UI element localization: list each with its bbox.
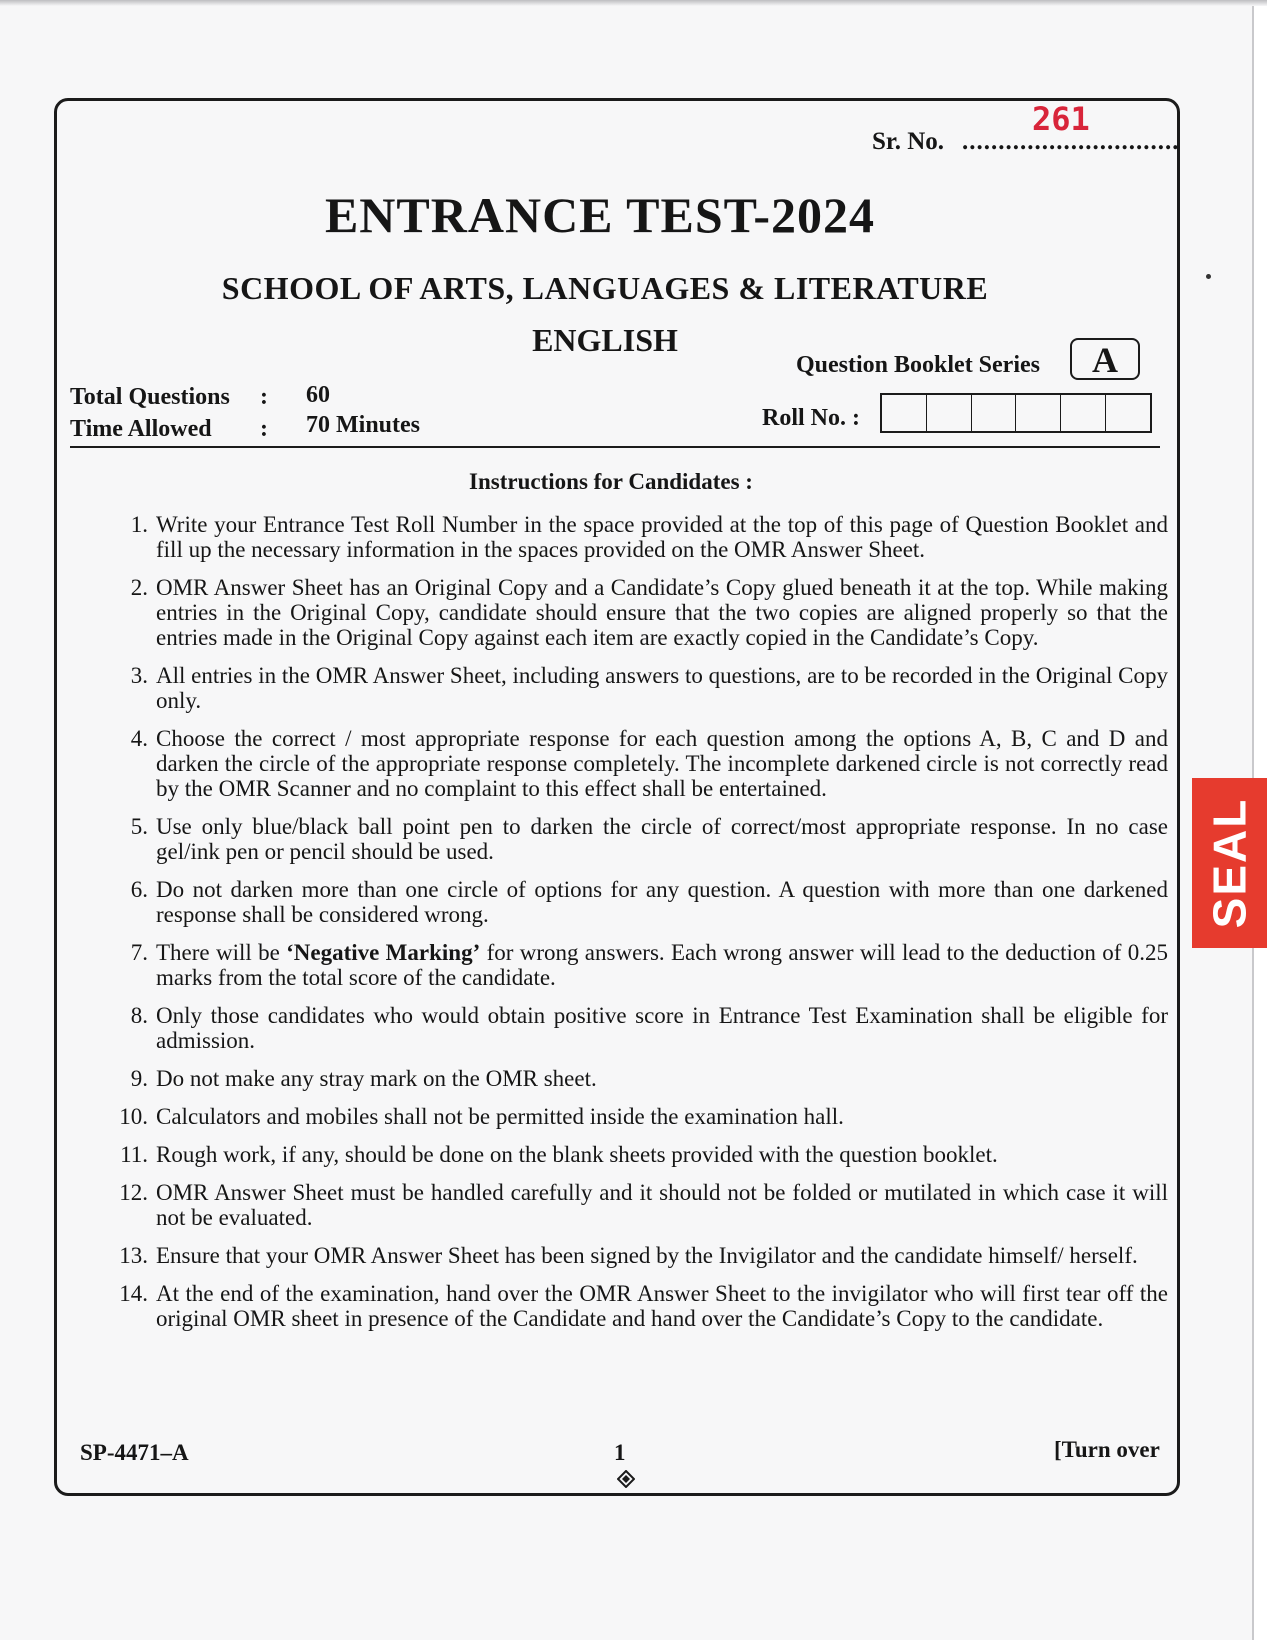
- roll-number-cell[interactable]: [1016, 395, 1061, 431]
- instruction-item: [108, 575, 1168, 650]
- instructions-title: Instructions for Candidates :: [469, 469, 753, 494]
- instruction-item: [108, 726, 1168, 801]
- instruction-item: [108, 512, 1168, 562]
- instruction-text-pre: There will be: [156, 940, 287, 965]
- booklet-series-box: A: [1070, 338, 1140, 380]
- instruction-number: 9.: [130, 1066, 148, 1091]
- instruction-item: [108, 1066, 1168, 1091]
- instruction-number: 12.: [119, 1180, 148, 1205]
- roll-number-cell[interactable]: [927, 395, 972, 431]
- page-title: ENTRANCE TEST-2024: [324, 187, 876, 243]
- booklet-series-label: Question Booklet Series: [796, 352, 1040, 378]
- serial-number-value: 261: [1032, 100, 1090, 138]
- serial-number-label: Sr. No.: [872, 128, 945, 155]
- instruction-text: Do not darken more than one circle of options for any question. A question with more than one darkened response shall be considered wrong.: [156, 877, 1168, 927]
- instruction-number: 10.: [119, 1104, 148, 1129]
- instruction-item: [108, 1142, 1168, 1167]
- instruction-number: 1.: [130, 512, 148, 537]
- roll-number-label: Roll No. :: [762, 405, 860, 431]
- instruction-item: [108, 814, 1168, 864]
- stray-mark: [1206, 274, 1211, 279]
- instruction-text: Rough work, if any, should be done on the blank sheets provided with the question booklet.: [156, 1142, 998, 1167]
- time-allowed-value: 70 Minutes: [306, 412, 420, 438]
- roll-number-cell[interactable]: [972, 395, 1017, 431]
- time-allowed-label: Time Allowed: [70, 416, 212, 442]
- instruction-text: At the end of the examination, hand over the OMR Answer Sheet to the invigilator who will first tear off the original OMR sheet in presence of the Candidate and hand over the Candidate’s Copy to the candidate.: [156, 1281, 1168, 1331]
- total-questions-value: 60: [306, 382, 330, 408]
- seal-tab: [1192, 778, 1267, 948]
- instruction-text: OMR Answer Sheet must be handled carefully and it should not be folded or mutilated in which case it will not be evaluated.: [156, 1180, 1168, 1230]
- seal-label: SEAL: [1203, 797, 1256, 929]
- instruction-item: [108, 1104, 1168, 1129]
- instruction-text: Ensure that your OMR Answer Sheet has been signed by the Invigilator and the candidate himself/ herself.: [156, 1243, 1138, 1268]
- instruction-text: Write your Entrance Test Roll Number in the space provided at the top of this page of Question Booklet and fill up the necessary information in the spaces provided on the OMR Answer Sheet.: [156, 512, 1168, 562]
- instruction-text: Do not make any stray mark on the OMR sheet.: [156, 1066, 597, 1091]
- instruction-item: [108, 663, 1168, 713]
- instruction-item: [108, 1243, 1168, 1268]
- instruction-number: 8.: [130, 1003, 148, 1028]
- instruction-number: 11.: [120, 1142, 148, 1167]
- instruction-text: Use only blue/black ball point pen to darken the circle of correct/most appropriate response. In no case gel/ink pen or pencil should be used.: [156, 814, 1168, 864]
- diamond-icon: [617, 1470, 635, 1488]
- instruction-text-post: for wrong answers. Each wrong answer will lead to the deduction of 0.25 marks from the total score of the candidate.: [156, 940, 1168, 990]
- page-number: 1: [614, 1440, 626, 1465]
- instruction-text: Only those candidates who would obtain positive score in Entrance Test Examination shall be eligible for admission.: [156, 1003, 1168, 1053]
- instruction-item: [108, 940, 1168, 990]
- instruction-item: [108, 1180, 1168, 1230]
- turn-over-note: [Turn over: [1054, 1437, 1160, 1462]
- instruction-number: 2.: [130, 575, 148, 600]
- instruction-number: 14.: [119, 1281, 148, 1306]
- roll-number-cell[interactable]: [882, 395, 927, 431]
- instruction-number: 4.: [130, 726, 148, 751]
- roll-number-cell[interactable]: [1061, 395, 1106, 431]
- instruction-number: 13.: [119, 1243, 148, 1268]
- total-questions-colon: :: [260, 384, 268, 410]
- instruction-text: [156, 940, 1168, 990]
- instruction-text: All entries in the OMR Answer Sheet, including answers to questions, are to be recorded in the Original Copy only.: [156, 663, 1168, 713]
- instruction-item: [108, 877, 1168, 927]
- subject-name: ENGLISH: [532, 322, 678, 358]
- instruction-number: 5.: [130, 814, 148, 839]
- booklet-code: SP-4471–A: [80, 1440, 189, 1465]
- header-divider: [70, 446, 1160, 448]
- instructions-list: [108, 512, 1168, 1344]
- serial-number-dots: ..............................: [962, 128, 1180, 155]
- total-questions-label: Total Questions: [70, 384, 230, 410]
- negative-marking-emphasis: ‘Negative Marking’: [286, 940, 481, 965]
- instruction-item: [108, 1003, 1168, 1053]
- scan-edge: [0, 0, 1267, 6]
- instruction-text: Calculators and mobiles shall not be permitted inside the examination hall.: [156, 1104, 844, 1129]
- instruction-number: 7.: [130, 940, 148, 965]
- instruction-text: OMR Answer Sheet has an Original Copy and a Candidate’s Copy glued beneath it at the top. While making entries in the Original Copy, candidate should ensure that the two copies are aligned properly so that the entries made in the Original Copy against each item are exactly copied in the Candidate’s Copy.: [156, 575, 1168, 650]
- instruction-number: 6.: [130, 877, 148, 902]
- roll-number-boxes[interactable]: [880, 393, 1152, 433]
- instruction-number: 3.: [130, 663, 148, 688]
- school-name: SCHOOL OF ARTS, LANGUAGES & LITERATURE: [221, 270, 989, 306]
- time-allowed-colon: :: [260, 416, 268, 442]
- instruction-text: Choose the correct / most appropriate response for each question among the options A, B, C and D and darken the circle of the appropriate response completely. The incomplete darkened circle is not correctly read by the OMR Scanner and no complaint to this effect shall be entertained.: [156, 726, 1168, 801]
- instruction-item: [108, 1281, 1168, 1331]
- roll-number-cell[interactable]: [1106, 395, 1150, 431]
